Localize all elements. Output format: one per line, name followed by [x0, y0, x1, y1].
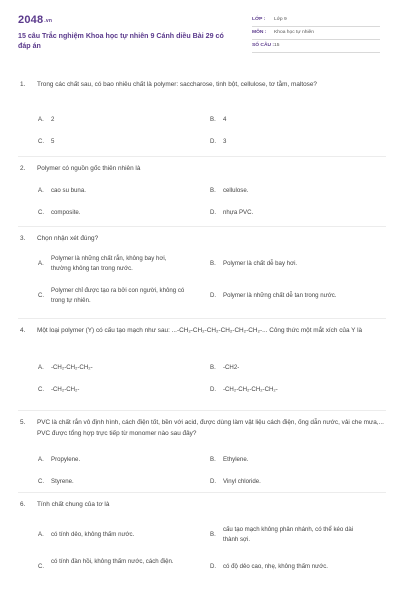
site-logo[interactable] — [18, 14, 52, 26]
question-stem — [18, 326, 386, 337]
divider — [18, 226, 386, 227]
option-text: có tính đàn hồi, không thấm nước, cách điện. — [51, 558, 174, 565]
divider — [18, 318, 386, 319]
option-letter: A. — [38, 364, 44, 371]
option-letter: B. — [210, 456, 216, 463]
info-key: SỐ CÂU : — [252, 43, 275, 48]
option-text: Ethylene. — [223, 456, 249, 463]
info-key: LỚP : — [252, 17, 266, 22]
option-letter: A. — [38, 187, 44, 194]
info-value: 15 — [274, 43, 280, 48]
option-letter: A. — [38, 531, 44, 538]
question-number: 2. — [20, 165, 26, 172]
option-letter: B. — [210, 187, 216, 194]
option-letter: D. — [210, 138, 217, 145]
divider — [18, 492, 386, 493]
option-text: Polymer là những chất dễ tan trong nước. — [223, 292, 337, 299]
option-text: -CH₂-CH₂-CH₂- — [51, 364, 93, 371]
option-text: cấu tạo mạch không phân nhánh, có thể kéo dài thành sợi. — [223, 526, 354, 543]
info-table — [252, 14, 380, 53]
option-text: 5 — [51, 138, 55, 145]
divider — [18, 156, 386, 157]
option-text: -CH2- — [223, 364, 240, 371]
question-text: Polymer có nguồn gốc thiên nhiên là — [37, 165, 141, 172]
option-text: Polymer là chất dễ bay hơi. — [223, 260, 298, 267]
option-letter: D. — [210, 209, 217, 216]
option-letter: B. — [210, 116, 216, 123]
question-stem — [18, 80, 386, 91]
question-text: PVC là chất rắn vô định hình, cách điện tốt, bền với acid, được dùng làm vật liệu cách điện, ống dẫn nước, vải che mưa,... PVC được tổng hợp trực tiếp từ monomer nào sau đây? — [37, 419, 384, 437]
question-text: Tính chất chung của tơ là — [37, 501, 110, 508]
option-letter: C. — [38, 209, 45, 216]
question-text: Trong các chất sau, có bao nhiêu chất là polymer: saccharose, tinh bột, cellulose, tơ tằm, maltose? — [37, 81, 317, 88]
option-text: composite. — [51, 209, 81, 216]
option-letter: C. — [38, 386, 45, 393]
info-key: MÔN : — [252, 30, 267, 35]
question-number: 1. — [20, 81, 26, 88]
option-text: cao su buna. — [51, 187, 86, 194]
option-letter: D. — [210, 478, 217, 485]
option-letter: A. — [38, 260, 44, 267]
option-letter: C. — [38, 292, 45, 299]
info-row-count — [252, 40, 380, 53]
page-title: 15 câu Trắc nghiệm Khoa học tự nhiên 9 Cánh diều Bài 29 có đáp án — [18, 32, 224, 50]
logo-tld: .vn — [44, 18, 53, 24]
option-text: có độ dẻo cao, nhẹ, không thấm nước. — [223, 563, 328, 570]
option-letter: A. — [38, 456, 44, 463]
option-letter: D. — [210, 563, 217, 570]
question-number: 3. — [20, 235, 26, 242]
option-letter: B. — [210, 364, 216, 371]
option-text: -CH₂-CH₂- — [51, 386, 80, 393]
option-letter: D. — [210, 292, 217, 299]
question-stem — [18, 418, 386, 439]
option-text: 3 — [223, 138, 227, 145]
option-letter: D. — [210, 386, 217, 393]
info-row-class — [252, 14, 380, 27]
question-stem — [18, 234, 386, 245]
option-letter: C. — [38, 563, 45, 570]
option-text: Polymer là những chất rắn, không bay hơi, thường không tan trong nước. — [51, 255, 167, 272]
option-text: Propylene. — [51, 456, 81, 463]
option-letter: C. — [38, 478, 45, 485]
option-text: 4 — [223, 116, 227, 123]
divider — [18, 410, 386, 411]
info-value: Lớp 9 — [274, 17, 287, 22]
question-stem — [18, 500, 386, 511]
option-letter: B. — [210, 531, 216, 538]
option-text: Polymer chỉ được tạo ra bởi con người, không có trong tự nhiên. — [51, 287, 185, 304]
option-text: 2 — [51, 116, 55, 123]
option-text: cellulose. — [223, 187, 249, 194]
option-text: Styrene. — [51, 478, 74, 485]
option-letter: A. — [38, 116, 44, 123]
option-text: có tính dẻo, không thấm nước. — [51, 531, 135, 538]
question-text: Chọn nhận xét đúng? — [37, 235, 99, 242]
question-text: Một loại polymer (Y) có cấu tạo mạch như sau: ...-CH₂-CH₂-CH₂-CH₂-CH₂-CH₂-... Công thức một mắt xích của Y là — [37, 327, 363, 334]
option-letter: C. — [38, 138, 45, 145]
option-letter: B. — [210, 260, 216, 267]
logo-text: 2048 — [18, 14, 44, 26]
question-number: 6. — [20, 501, 26, 508]
option-text: Vinyl chloride. — [223, 478, 261, 485]
info-row-subject — [252, 27, 380, 40]
info-value: Khoa học tự nhiên — [274, 30, 314, 35]
option-text: nhựa PVC. — [223, 209, 254, 216]
option-text: -CH₂-CH₂-CH₂-CH₂- — [223, 386, 278, 393]
question-number: 5. — [20, 419, 26, 426]
question-number: 4. — [20, 327, 26, 334]
question-stem — [18, 164, 386, 175]
